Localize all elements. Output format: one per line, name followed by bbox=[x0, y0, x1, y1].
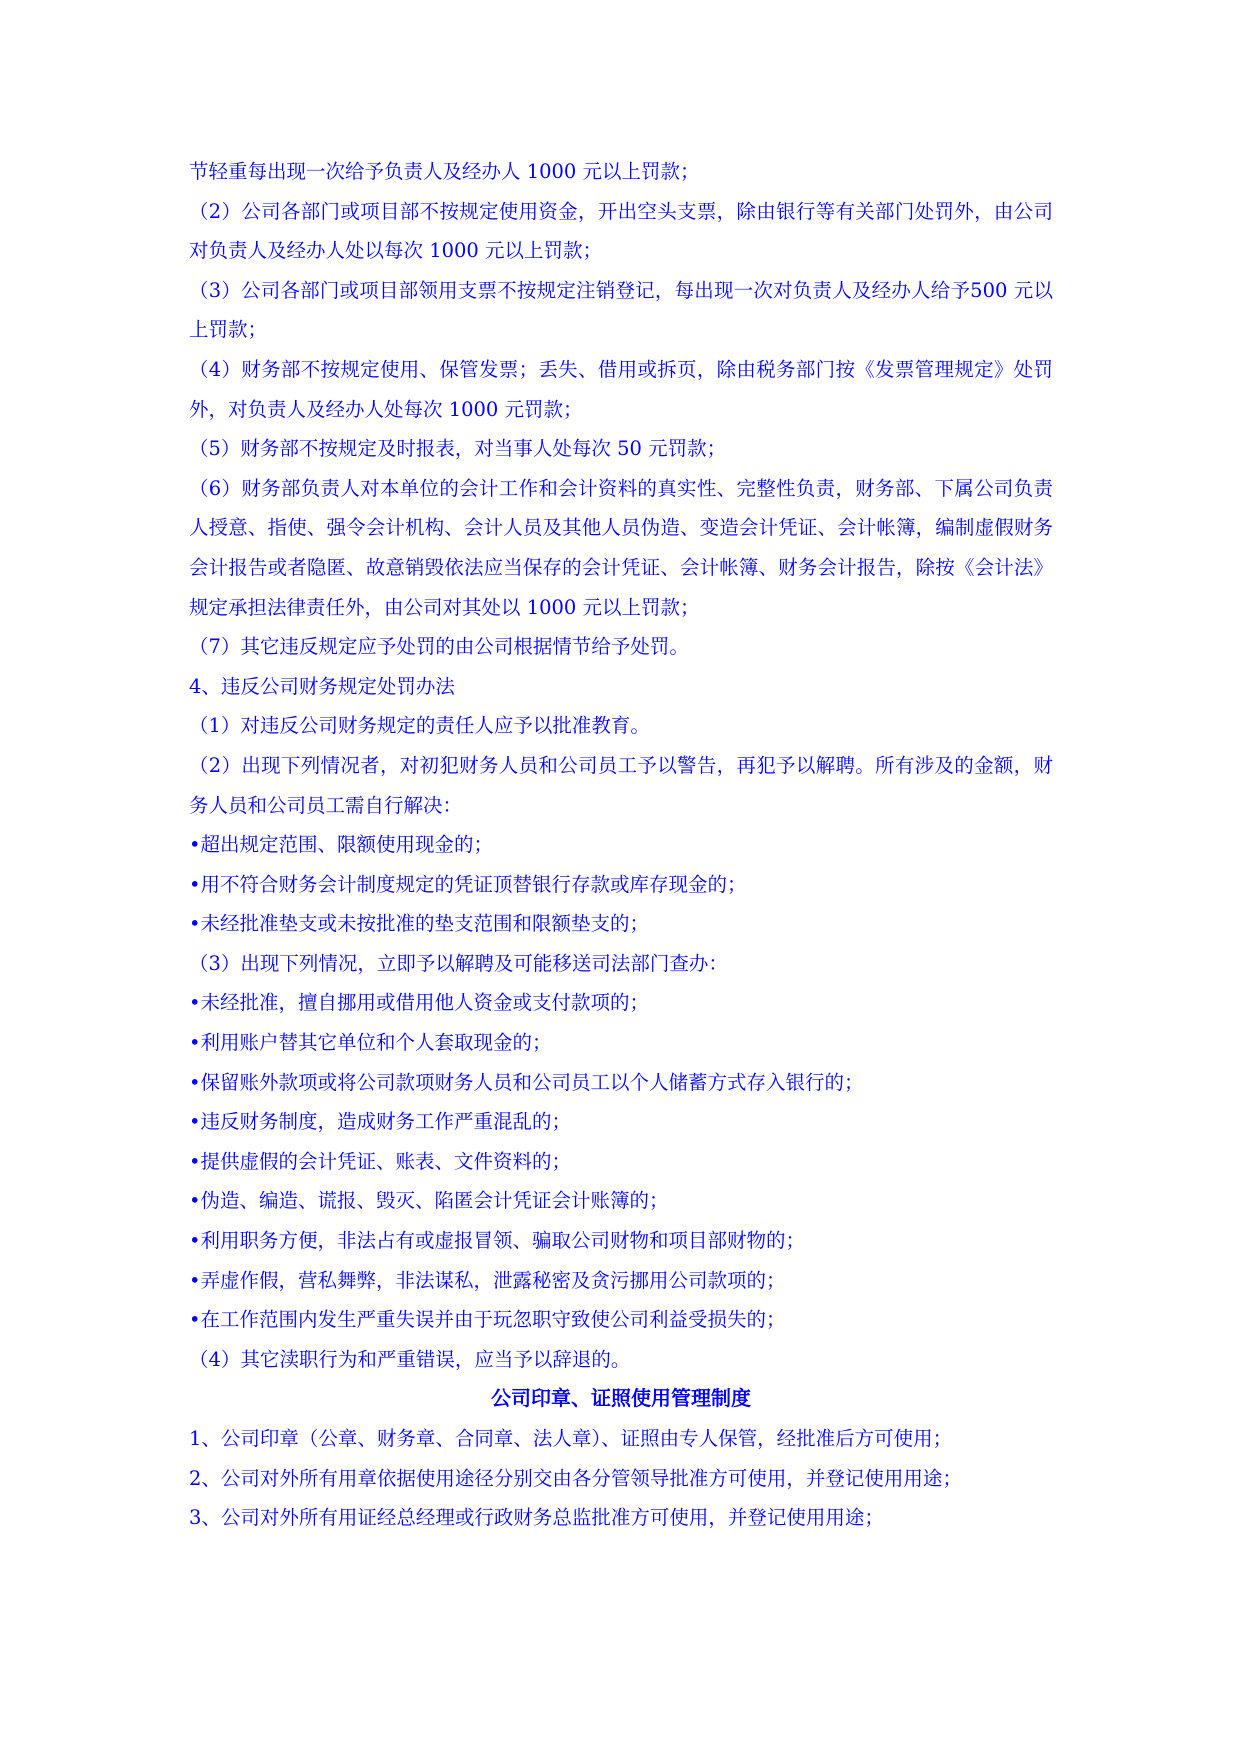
paragraph: 3、公司对外所有用证经总经理或行政财务总监批准方可使用，并登记使用用途； bbox=[189, 1506, 884, 1530]
paragraph: （5）财务部不按规定及时报表，对当事人处每次 50 元罚款； bbox=[189, 437, 727, 461]
document-page bbox=[189, 152, 1053, 1538]
bullet-item: •利用账户替其它单位和个人套取现金的； bbox=[189, 1031, 552, 1055]
bullet-item: •利用职务方便，非法占有或虚报冒领、骗取公司财物和项目部财物的； bbox=[189, 1229, 806, 1253]
bullet-item: •用不符合财务会计制度规定的凭证顶替银行存款或库存现金的； bbox=[189, 872, 747, 896]
paragraph: （4）财务部不按规定使用、保管发票；丢失、借用或拆页，除由税务部门按《发票管理规定》处罚外，对负责人及经办人处每次 1000 元罚款； bbox=[189, 357, 1053, 421]
bullet-item: •保留账外款项或将公司款项财务人员和公司员工以个人储蓄方式存入银行的； bbox=[189, 1070, 864, 1094]
section-title: 公司印章、证照使用管理制度 bbox=[491, 1386, 751, 1411]
bullet-item: •未经批准，擅自挪用或借用他人资金或支付款项的； bbox=[189, 991, 650, 1015]
paragraph: （6）财务部负责人对本单位的会计工作和会计资料的真实性、完整性负责，财务部、下属公司负责人授意、指使、强令会计机构、会计人员及其他人员伪造、变造会计凭证、会计帐簿，编制虚假财务会计报告或者隐匿、故意销毁依法应当保存的会计凭证、会计帐簿、财务会计报告，除按《会计法》规定承担法律责任外，由公司对其处以 1000 元以上罚款； bbox=[189, 476, 1053, 619]
paragraph: （2）出现下列情况者，对初犯财务人员和公司员工予以警告，再犯予以解聘。所有涉及的金额，财务人员和公司员工需自行解决： bbox=[189, 753, 1053, 817]
paragraph: （7）其它违反规定应予处罚的由公司根据情节给予处罚。 bbox=[189, 635, 689, 659]
section-heading: 4、违反公司财务规定处罚办法 bbox=[189, 674, 455, 698]
paragraph: （3）公司各部门或项目部领用支票不按规定注销登记，每出现一次对负责人及经办人给予500 元以上罚款； bbox=[189, 278, 1053, 342]
paragraph: （4）其它渎职行为和严重错误，应当予以辞退的。 bbox=[189, 1347, 631, 1371]
bullet-item: •弄虚作假，营私舞弊，非法谋私，泄露秘密及贪污挪用公司款项的； bbox=[189, 1268, 786, 1292]
bullet-item: •违反财务制度，造成财务工作严重混乱的； bbox=[189, 1110, 572, 1134]
paragraph: 2、公司对外所有用章依据使用途径分别交由各分管领导批准方可使用，并登记使用用途； bbox=[189, 1466, 962, 1490]
bullet-item: •未经批准垫支或未按批准的垫支范围和限额垫支的； bbox=[189, 912, 650, 936]
bullet-item: •伪造、编造、谎报、毁灭、陷匿会计凭证会计账簿的； bbox=[189, 1189, 669, 1213]
paragraph: （3）出现下列情况，立即予以解聘及可能移送司法部门查办： bbox=[189, 951, 728, 975]
bullet-item: •超出规定范围、限额使用现金的； bbox=[189, 833, 494, 857]
paragraph: 节轻重每出现一次给予负责人及经办人 1000 元以上罚款； bbox=[189, 160, 700, 183]
bullet-item: •在工作范围内发生严重失误并由于玩忽职守致使公司利益受损失的； bbox=[189, 1308, 786, 1332]
paragraph: （2）公司各部门或项目部不按规定使用资金，开出空头支票，除由银行等有关部门处罚外，由公司对负责人及经办人处以每次 1000 元以上罚款； bbox=[189, 199, 1053, 263]
paragraph: 1、公司印章（公章、财务章、合同章、法人章）、证照由专人保管，经批准后方可使用； bbox=[189, 1427, 953, 1450]
paragraph: （1）对违反公司财务规定的责任人应予以批准教育。 bbox=[189, 714, 650, 738]
bullet-item: •提供虚假的会计凭证、账表、文件资料的； bbox=[189, 1149, 572, 1173]
